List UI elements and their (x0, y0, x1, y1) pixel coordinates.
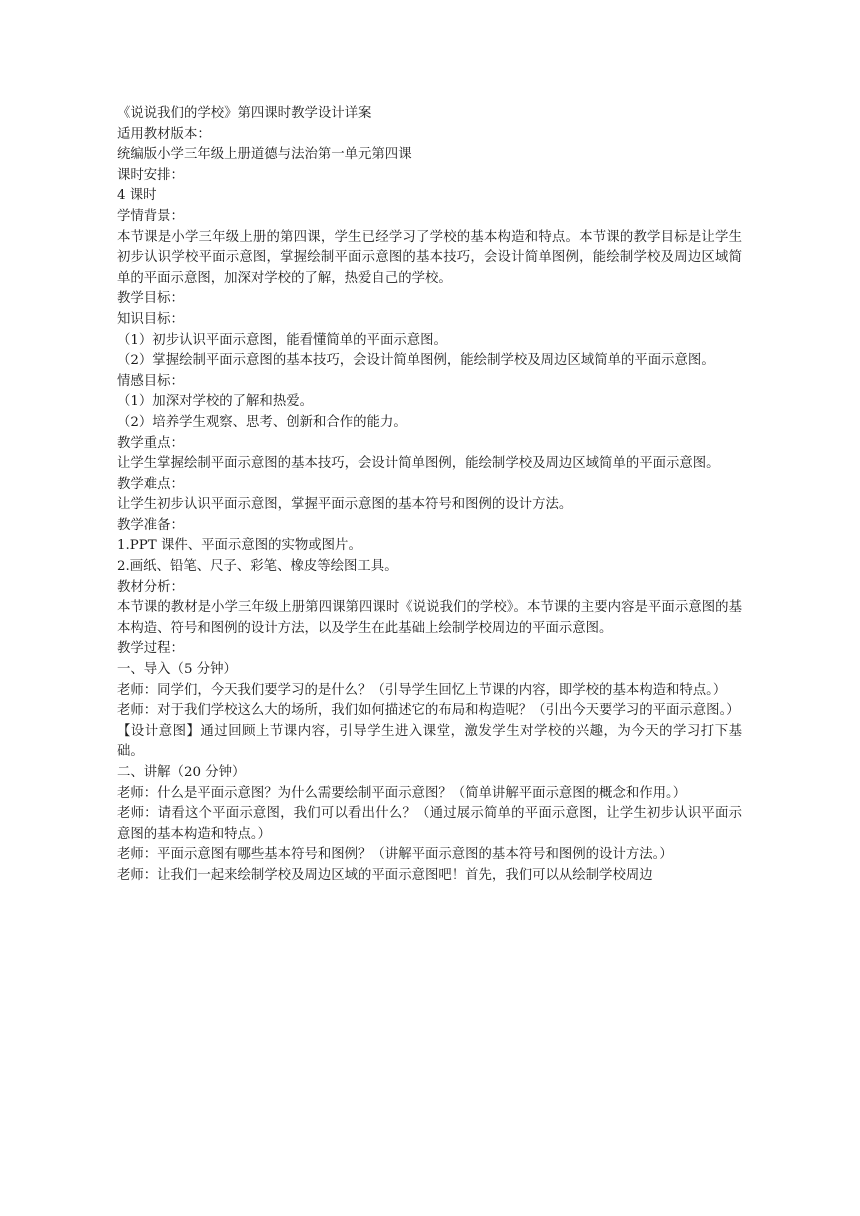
heading-lesson-arrangement: 课时安排： (117, 167, 184, 183)
heading-teaching-goals: 教学目标： (117, 291, 184, 307)
knowledge-goal-2: （2）掌握绘制平面示意图的基本技巧，会设计简单图例，能绘制学校及周边区域简单的平面示意图。 (117, 353, 715, 369)
heading-knowledge-goals: 知识目标： (117, 311, 184, 327)
heading-teaching-process: 教学过程： (117, 641, 184, 657)
preparation-item-1: 1.PPT 课件、平面示意图的实物或图片。 (117, 538, 362, 554)
text-lesson-arrangement: 4 课时 (117, 188, 157, 204)
explain-teacher-line-4: 老师：让我们一起来绘制学校及周边区域的平面示意图吧！首先，我们可以从绘制学校周边 (117, 867, 653, 883)
intro-teacher-line-1: 老师：同学们，今天我们要学习的是什么？（引导学生回忆上节课的内容，即学校的基本构造和特点。） (117, 682, 727, 698)
text-difficult-points: 让学生初步认识平面示意图，掌握平面示意图的基本符号和图例的设计方法。 (117, 497, 573, 513)
heading-textbook-analysis: 教材分析： (117, 579, 184, 595)
heading-key-points: 教学重点： (117, 435, 184, 451)
explain-teacher-line-2: 老师：请看这个平面示意图，我们可以看出什么？（通过展示简单的平面示意图，让学生初步认识平面示意图的基本构造和特点。） (117, 806, 742, 842)
heading-preparation: 教学准备： (117, 517, 184, 533)
heading-textbook-version: 适用教材版本： (117, 126, 211, 142)
emotional-goal-1: （1）加深对学校的了解和热爱。 (117, 394, 313, 410)
knowledge-goal-1: （1）初步认识平面示意图，能看懂简单的平面示意图。 (117, 332, 447, 348)
document-body (117, 104, 742, 887)
heading-difficult-points: 教学难点： (117, 476, 184, 492)
section-explanation: 二、讲解（20 分钟） (117, 765, 246, 780)
explain-teacher-line-1: 老师：什么是平面示意图？为什么需要绘制平面示意图？（简单讲解平面示意图的概念和作用。） (117, 785, 687, 801)
preparation-item-2: 2.画纸、铅笔、尺子、彩笔、橡皮等绘图工具。 (117, 559, 398, 575)
document-title: 《说说我们的学校》第四课时教学设计详案 (117, 106, 372, 121)
section-introduction: 一、导入（5 分钟） (117, 662, 237, 678)
text-student-background: 本节课是小学三年级上册的第四课，学生已经学习了学校的基本构造和特点。本节课的教学目标是让学生初步认识学校平面示意图，掌握绘制平面示意图的基本技巧，会设计简单图例，能绘制学校及周边区域简单的平面示意图，加深对学校的了解，热爱自己的学校。 (117, 229, 742, 286)
intro-design-intent: 【设计意图】通过回顾上节课内容，引导学生进入课堂，激发学生对学校的兴趣，为今天的学习打下基础。 (117, 723, 742, 760)
text-textbook-analysis: 本节课的教材是小学三年级上册第四课第四课时《说说我们的学校》。本节课的主要内容是平面示意图的基本构造、符号和图例的设计方法，以及学生在此基础上绘制学校周边的平面示意图。 (117, 600, 742, 636)
intro-teacher-line-2: 老师：对于我们学校这么大的场所，我们如何描述它的布局和构造呢？（引出今天要学习的平面示意图。） (117, 703, 740, 719)
emotional-goal-2: （2）培养学生观察、思考、创新和合作的能力。 (117, 414, 407, 430)
explain-teacher-line-3: 老师：平面示意图有哪些基本符号和图例？（讲解平面示意图的基本符号和图例的设计方法。） (117, 847, 673, 863)
heading-student-background: 学情背景： (117, 208, 184, 224)
heading-emotional-goals: 情感目标： (117, 373, 184, 389)
text-key-points: 让学生掌握绘制平面示意图的基本技巧，会设计简单图例，能绘制学校及周边区域简单的平面示意图。 (117, 456, 720, 472)
text-textbook-version: 统编版小学三年级上册道德与法治第一单元第四课 (117, 147, 412, 163)
